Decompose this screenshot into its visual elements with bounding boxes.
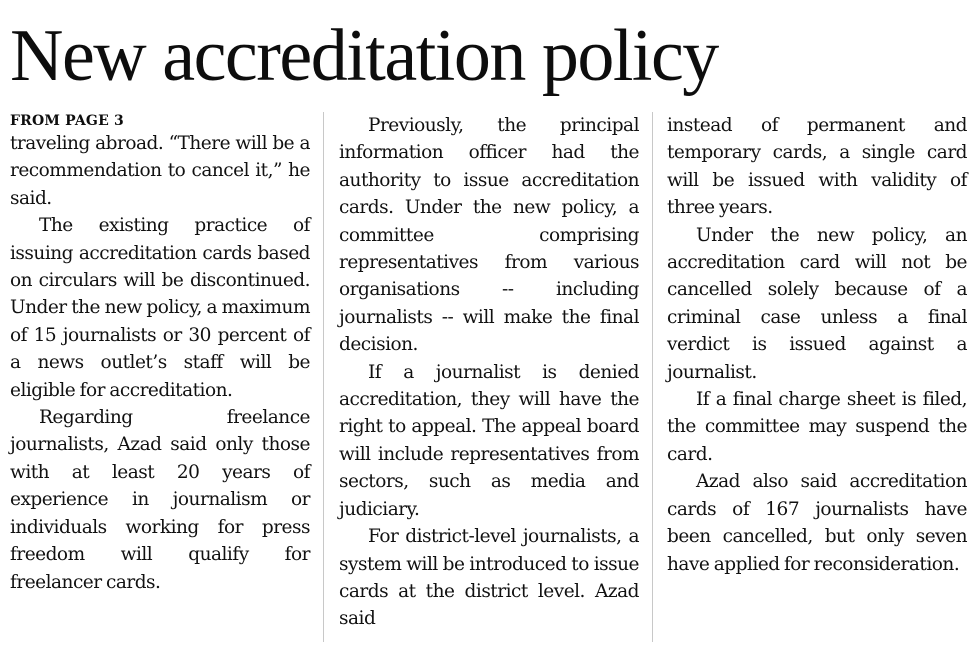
paragraph: Under the new policy, an accreditation card will not be cancelled solely because of a criminal case unless a final verdict is issued against a journalist. (667, 224, 967, 383)
paragraph: If a final charge sheet is filed, the committee may suspend the card. (667, 389, 967, 465)
continuation-kicker: FROM PAGE 3 (10, 113, 124, 129)
paragraph: Regarding freelance journalists, Azad said only those with at least 20 years of experience in journalism or individuals working for press freedom will qualify for freelancer cards. (10, 407, 310, 593)
article-column-1 (10, 112, 310, 596)
paragraph: The existing practice of issuing accreditation cards based on circulars will be discontinued. Under the new policy, a maximum of 15 journalists or 30 percent of a news outlet’s staff will be eligible for accreditation. (10, 215, 310, 401)
paragraph: For district-level journalists, a system will be introduced to issue cards at the district level. Azad said (339, 526, 639, 630)
article-column-2 (339, 112, 639, 633)
headline: New accreditation policy (10, 15, 718, 97)
paragraph: If a journalist is denied accreditation, they will have the right to appeal. The appeal board will include representatives from sectors, such as media and judiciary. (339, 361, 639, 520)
column-divider (323, 112, 324, 642)
paragraph: traveling abroad. “There will be a recommendation to cancel it,” he said. (10, 133, 310, 209)
paragraph: instead of permanent and temporary cards, a single card will be issued with validity of three years. (667, 115, 967, 219)
article-column-3 (667, 112, 967, 578)
paragraph: Azad also said accreditation cards of 167 journalists have been cancelled, but only seven have applied for reconsideration. (667, 471, 967, 575)
paragraph: Previously, the principal information officer had the authority to issue accreditation cards. Under the new policy, a committee comprising representatives from various organisations -- including journalists -- will make the final decision. (339, 115, 639, 356)
column-divider (652, 112, 653, 642)
